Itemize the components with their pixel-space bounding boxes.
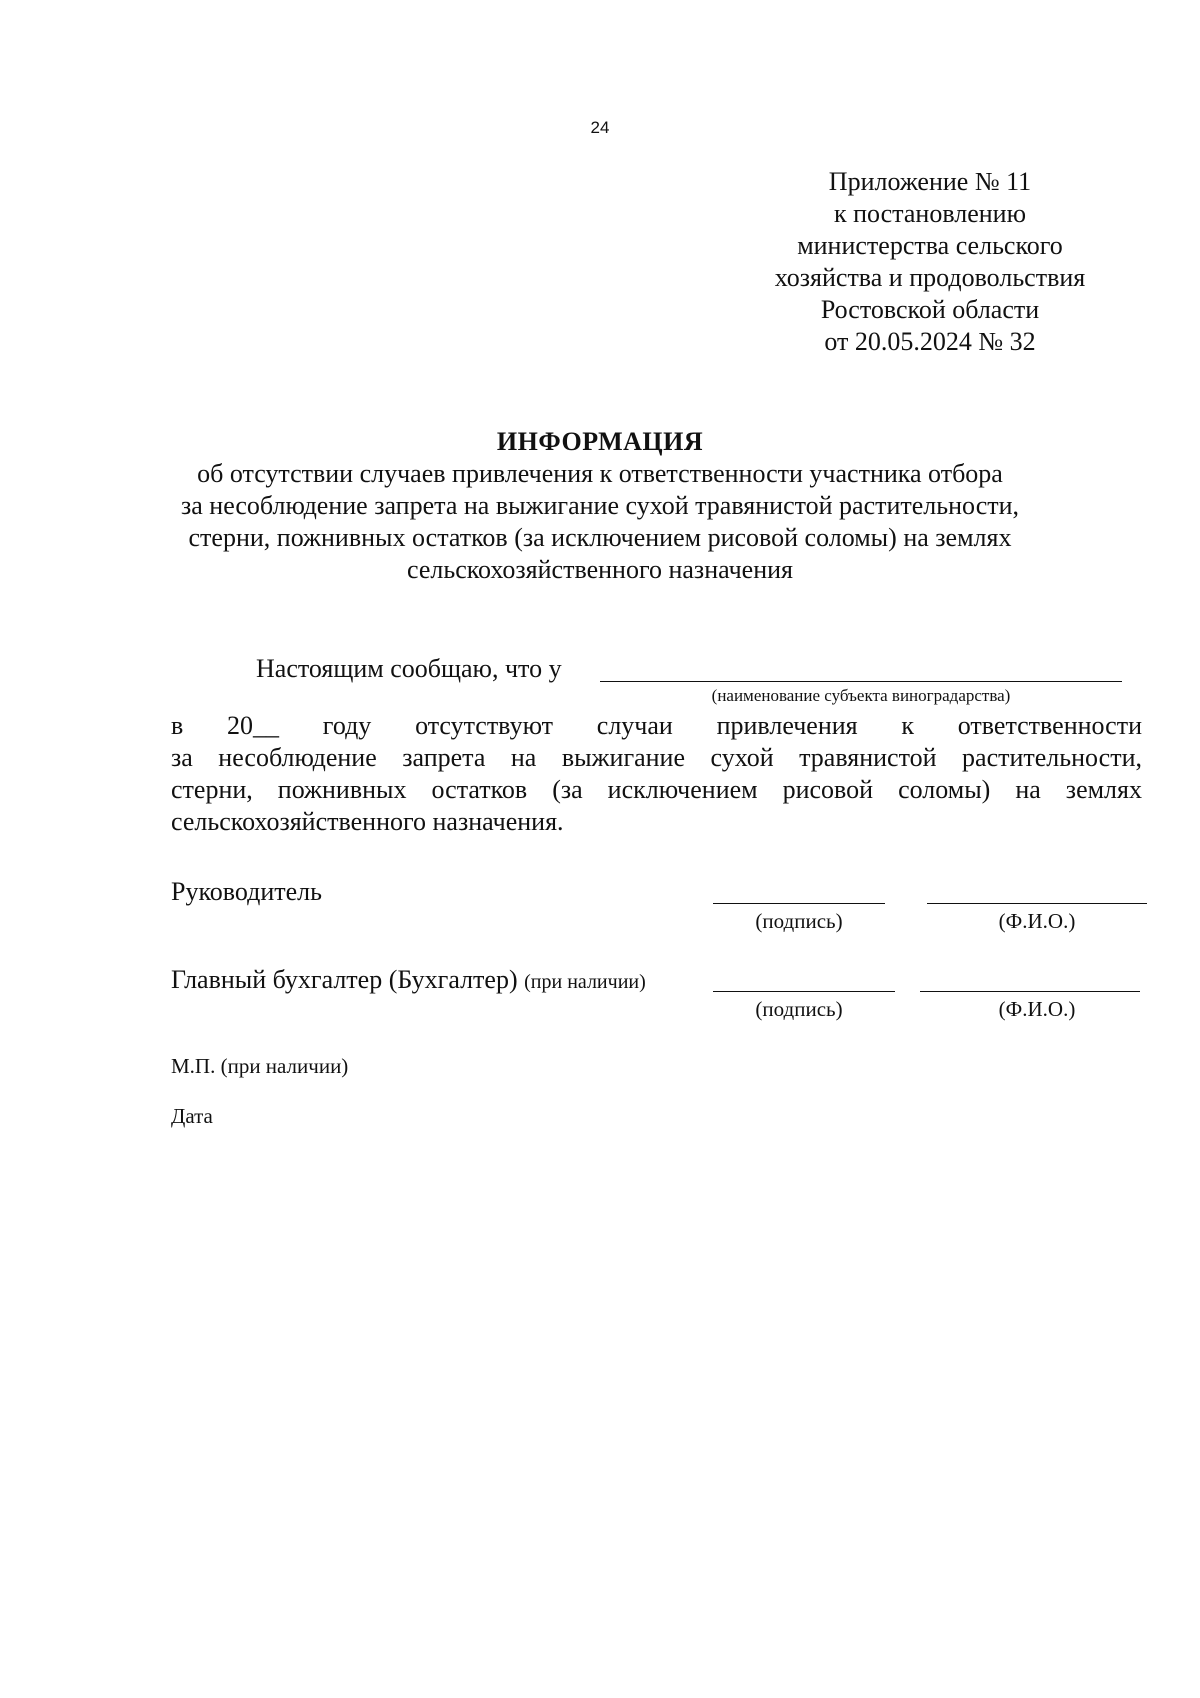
appendix-line: хозяйства и продовольствия: [774, 263, 1086, 292]
date-label: Дата: [171, 1104, 213, 1128]
head-signature-caption: (подпись): [755, 909, 843, 933]
accountant-label-note: (при наличии): [524, 971, 646, 993]
intro-text: Настоящим сообщаю, что у: [256, 654, 562, 683]
subtitle-line: сельскохозяйственного назначения: [406, 555, 794, 584]
head-signature-field[interactable]: [713, 903, 885, 904]
accountant-label: Главный бухгалтер (Бухгалтер): [171, 965, 518, 994]
accountant-signature-caption: (подпись): [755, 997, 843, 1021]
head-name-field[interactable]: [927, 903, 1147, 904]
document-subtitle: [100, 458, 1100, 586]
subtitle-line: об отсутствии случаев привлечения к ответственности участника отбора: [197, 459, 1003, 488]
subtitle-line: стерни, пожнивных остатков (за исключением рисовой соломы) на землях: [188, 523, 1012, 552]
stamp-text: М.П. (при наличии): [171, 1054, 349, 1078]
accountant-name-field[interactable]: [920, 991, 1140, 992]
entity-name-field[interactable]: [600, 681, 1122, 682]
page-number: 24: [590, 118, 610, 137]
appendix-line: министерства сельского: [797, 231, 1063, 260]
appendix-line: от 20.05.2024 № 32: [824, 327, 1036, 356]
accountant-label-block: [171, 964, 646, 998]
head-label: Руководитель: [171, 877, 322, 906]
document-title: ИНФОРМАЦИЯ: [496, 427, 704, 456]
head-name-caption: (Ф.И.О.): [998, 909, 1076, 933]
subtitle-line: за несоблюдение запрета на выжигание сухой травянистой растительности,: [180, 491, 1020, 520]
body-line: в 20__ году отсутствуют случаи привлечения к ответственности: [171, 711, 1142, 740]
accountant-signature-field[interactable]: [713, 991, 895, 992]
appendix-line: к постановлению: [833, 199, 1027, 228]
entity-name-caption: (наименование субъекта виноградарства): [711, 686, 1011, 705]
accountant-name-caption: (Ф.И.О.): [998, 997, 1076, 1021]
body-line: стерни, пожнивных остатков (за исключением рисовой соломы) на землях: [171, 775, 1142, 804]
appendix-line: Приложение № 11: [828, 167, 1032, 196]
body-line: за несоблюдение запрета на выжигание сухой травянистой растительности,: [171, 743, 1142, 772]
body-paragraph: [171, 710, 1142, 838]
body-line: сельскохозяйственного назначения.: [171, 807, 564, 836]
appendix-line: Ростовской области: [820, 295, 1040, 324]
appendix-block: [740, 166, 1120, 358]
